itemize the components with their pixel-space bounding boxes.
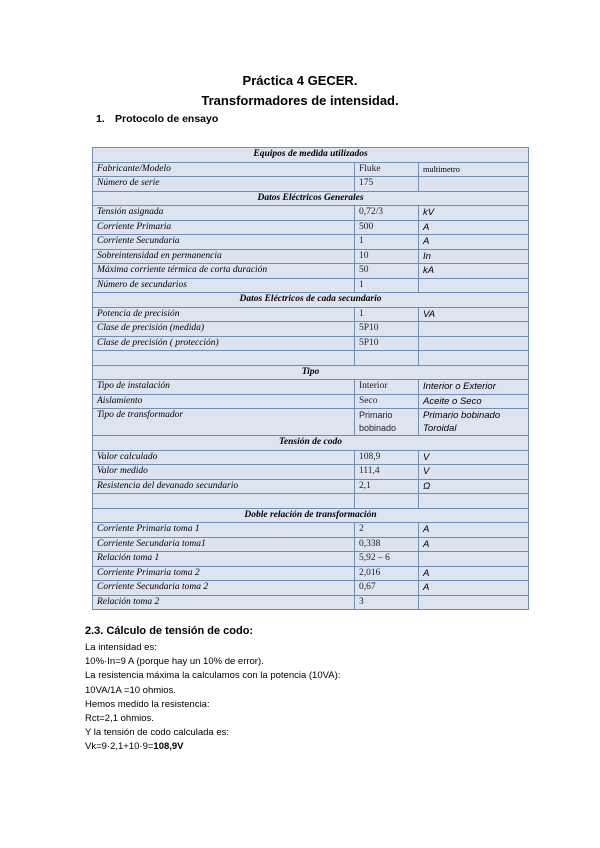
row-unit <box>419 278 529 293</box>
row-unit <box>419 177 529 192</box>
row-unit: Aceite o Seco <box>419 394 529 409</box>
section-header-label: Tipo <box>93 365 529 380</box>
row-value: 0,72/3 <box>355 206 419 221</box>
section-header-label: Datos Eléctricos de cada secundario <box>93 293 529 308</box>
row-unit: A <box>419 235 529 250</box>
table-row <box>93 380 529 395</box>
row-value: Seco <box>355 394 419 409</box>
row-unit: In <box>419 249 529 264</box>
calculation-text <box>85 641 340 755</box>
section-label: Protocolo de ensayo <box>115 113 219 125</box>
row-unit: Ω <box>419 479 529 494</box>
row-unit: kV <box>419 206 529 221</box>
row-label: Número de serie <box>93 177 355 192</box>
page-title: Práctica 4 GECER. <box>242 73 358 88</box>
row-value: 5P10 <box>355 322 419 337</box>
row-unit <box>419 595 529 610</box>
row-label: Corriente Secundaria toma 2 <box>93 581 355 596</box>
section-header-label: Doble relación de transformación <box>93 508 529 523</box>
row-label: Relación toma 1 <box>93 552 355 567</box>
row-value: 1 <box>355 235 419 250</box>
row-unit: A <box>419 581 529 596</box>
table-section-header <box>93 436 529 451</box>
result-value: 108,9V <box>153 741 184 753</box>
table-row <box>93 450 529 465</box>
row-value: 1 <box>355 307 419 322</box>
row-label: Relación toma 2 <box>93 595 355 610</box>
row-unit: kA <box>419 264 529 279</box>
table-row <box>93 264 529 279</box>
text-line-content: 10VA/1A =10 ohmios. <box>85 684 176 696</box>
table-section-header <box>93 365 529 380</box>
row-unit <box>419 322 529 337</box>
table-section-header <box>93 293 529 308</box>
text-line <box>85 684 340 698</box>
table-row <box>93 552 529 567</box>
section-heading-knee-voltage: 2.3. Cálculo de tensión de codo: <box>85 625 254 637</box>
table-row <box>93 479 529 494</box>
row-label: Corriente Secundaria toma1 <box>93 537 355 552</box>
row-unit: A <box>419 220 529 235</box>
row-unit: A <box>419 537 529 552</box>
row-label: Fabricante/Modelo <box>93 162 355 177</box>
row-label: Aislamiento <box>93 394 355 409</box>
text-line <box>85 712 340 726</box>
row-label: Corriente Primaria toma 1 <box>93 523 355 538</box>
row-value: 1 <box>355 278 419 293</box>
row-value: Fluke <box>355 162 419 177</box>
table-row <box>93 523 529 538</box>
section-heading-protocol <box>96 113 218 125</box>
row-unit: A <box>419 566 529 581</box>
row-unit <box>419 336 529 351</box>
table-section-header <box>93 191 529 206</box>
text-line-content: Hemos medido la resistencia: <box>85 698 210 710</box>
table-section-header <box>93 508 529 523</box>
row-value: 50 <box>355 264 419 279</box>
table-row <box>93 595 529 610</box>
row-value: 0,338 <box>355 537 419 552</box>
table-row <box>93 336 529 351</box>
table-row <box>93 278 529 293</box>
row-label: Potencia de precisión <box>93 307 355 322</box>
row-value <box>355 494 419 509</box>
row-label: Tipo de transformador <box>93 409 355 436</box>
text-line-content: Y la tensión de codo calculada es: <box>85 727 230 739</box>
row-value: 2 <box>355 523 419 538</box>
table-row <box>93 249 529 264</box>
row-value: 0,67 <box>355 581 419 596</box>
section-header-label: Equipos de medida utilizados <box>93 148 529 163</box>
row-label: Corriente Primaria <box>93 220 355 235</box>
section-header-label: Tensión de codo <box>93 436 529 451</box>
row-unit: Interior o Exterior <box>419 380 529 395</box>
test-protocol-table <box>92 147 529 610</box>
table-row <box>93 494 529 509</box>
row-label: Clase de precisión ( protección) <box>93 336 355 351</box>
row-unit: VA <box>419 307 529 322</box>
table-row <box>93 162 529 177</box>
text-line-content: La resistencia máxima la calculamos con la potencia (10VA): <box>85 670 341 682</box>
row-value: Interior <box>355 380 419 395</box>
row-value: 175 <box>355 177 419 192</box>
row-label <box>93 351 355 366</box>
row-value <box>355 351 419 366</box>
table-row <box>93 537 529 552</box>
row-value: 5,92 – 6 <box>355 552 419 567</box>
row-label: Valor calculado <box>93 450 355 465</box>
text-line-content: Vk=9·2,1+10·9= <box>85 741 154 753</box>
row-unit <box>419 351 529 366</box>
text-line-content: 10%·In=9 A (porque hay un 10% de error). <box>85 656 264 668</box>
text-line <box>85 669 340 683</box>
row-label: Tipo de instalación <box>93 380 355 395</box>
row-unit <box>419 494 529 509</box>
table-row <box>93 206 529 221</box>
text-line <box>85 698 340 712</box>
text-line <box>85 641 340 655</box>
row-value: 10 <box>355 249 419 264</box>
table-row <box>93 177 529 192</box>
table-row <box>93 465 529 480</box>
row-label: Clase de precisión (medida) <box>93 322 355 337</box>
section-number: 1. <box>96 113 105 125</box>
table-row <box>93 322 529 337</box>
text-line <box>85 655 340 669</box>
table-row <box>93 581 529 596</box>
row-value: 5P10 <box>355 336 419 351</box>
row-label: Corriente Secundaria <box>93 235 355 250</box>
section-header-label: Datos Eléctricos Generales <box>93 191 529 206</box>
row-value: 500 <box>355 220 419 235</box>
text-line <box>85 740 340 754</box>
row-label: Corriente Primaria toma 2 <box>93 566 355 581</box>
text-line-content: La intensidad es: <box>85 642 157 653</box>
row-value: Primario bobinado <box>355 409 419 436</box>
row-value: 2,016 <box>355 566 419 581</box>
table-row <box>93 394 529 409</box>
table-row <box>93 351 529 366</box>
row-label: Sobreintensidad en permanencia <box>93 249 355 264</box>
table-row <box>93 235 529 250</box>
row-value: 108,9 <box>355 450 419 465</box>
table-section-header <box>93 148 529 163</box>
row-value: 2,1 <box>355 479 419 494</box>
row-unit <box>419 552 529 567</box>
row-label <box>93 494 355 509</box>
text-line <box>85 726 340 740</box>
text-line-content: Rct=2,1 ohmios. <box>85 713 154 725</box>
table-row <box>93 307 529 322</box>
row-unit: V <box>419 450 529 465</box>
page-subtitle: Transformadores de intensidad. <box>201 93 399 108</box>
table-row <box>93 220 529 235</box>
row-unit: multimetro <box>419 162 529 177</box>
row-value: 111,4 <box>355 465 419 480</box>
row-label: Valor medido <box>93 465 355 480</box>
row-label: Tensión asignada <box>93 206 355 221</box>
table-row <box>93 566 529 581</box>
row-label: Máxima corriente térmica de corta duración <box>93 264 355 279</box>
row-label: Número de secundarios <box>93 278 355 293</box>
row-label: Resistencia del devanado secundario <box>93 479 355 494</box>
row-unit: V <box>419 465 529 480</box>
table-row <box>93 409 529 436</box>
row-unit: Primario bobinado Toroidal <box>419 409 529 436</box>
row-value: 3 <box>355 595 419 610</box>
row-unit: A <box>419 523 529 538</box>
